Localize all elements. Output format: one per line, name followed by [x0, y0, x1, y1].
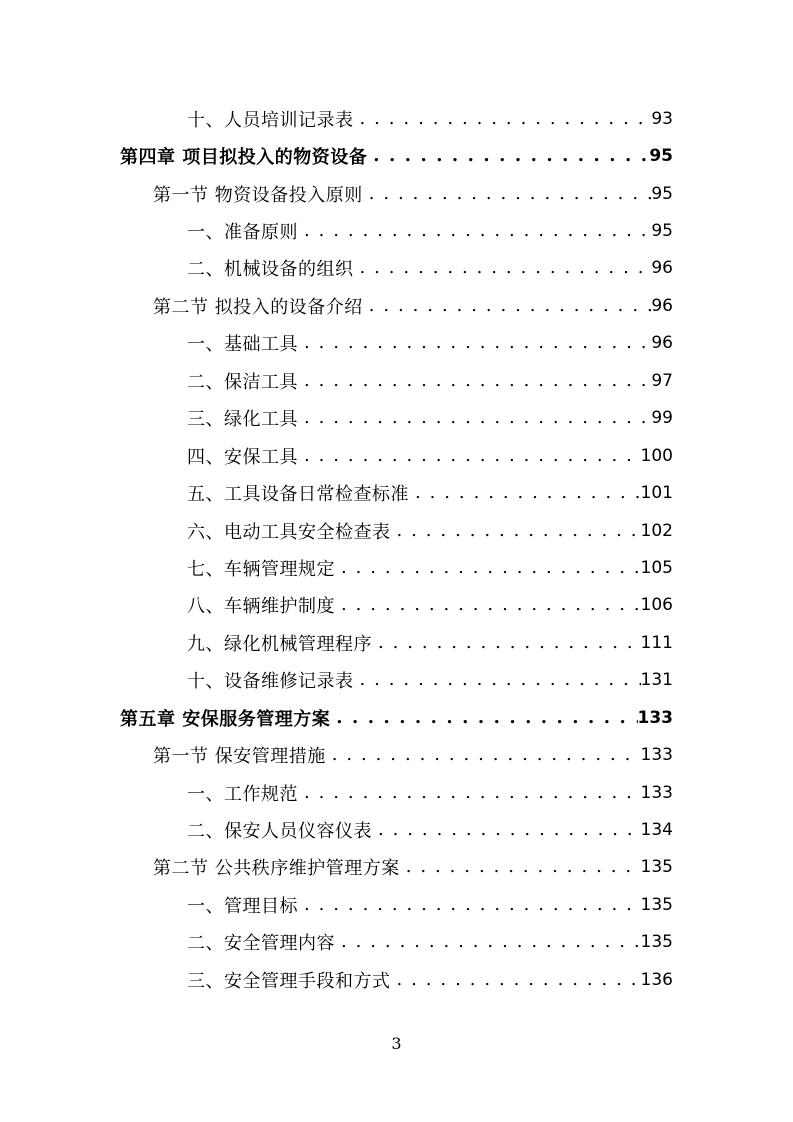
- toc-leader-dots: [330, 709, 637, 727]
- toc-entry-label: 六、电动工具安全检查表: [187, 521, 391, 543]
- toc-entry[interactable]: [187, 325, 673, 362]
- toc-entry[interactable]: [187, 400, 673, 437]
- toc-leader-dots: [298, 334, 651, 352]
- toc-entry-page: 135: [640, 894, 673, 915]
- toc-entry-label: 一、管理目标: [187, 895, 298, 917]
- toc-entry-page: 131: [640, 670, 673, 691]
- toc-leader-dots: [298, 222, 651, 240]
- toc-section-entry[interactable]: [153, 287, 673, 324]
- toc-entry-page: 96: [651, 333, 673, 354]
- toc-leader-dots: [326, 746, 641, 764]
- toc-entry[interactable]: [187, 961, 673, 998]
- toc-entry[interactable]: [187, 474, 673, 511]
- toc-section-entry[interactable]: [153, 175, 673, 212]
- toc-entry-page: 97: [651, 370, 673, 391]
- toc-leader-dots: [298, 447, 641, 465]
- toc-entry-page: 106: [640, 595, 673, 616]
- toc-entry-page: 95: [651, 183, 673, 204]
- toc-entry-page: 95: [649, 146, 673, 167]
- toc-entry[interactable]: [187, 250, 673, 287]
- toc-entry-label: 二、保安人员仪容仪表: [187, 821, 372, 843]
- toc-entry-label: 第一节 物资设备投入原则: [153, 184, 363, 206]
- toc-entry-label: 三、绿化工具: [187, 409, 298, 431]
- toc-section-entry[interactable]: [153, 736, 673, 773]
- toc-entry[interactable]: [187, 924, 673, 961]
- toc-entry[interactable]: [187, 774, 673, 811]
- toc-entry[interactable]: [187, 624, 673, 661]
- toc-entry[interactable]: [187, 362, 673, 399]
- toc-entry-page: 100: [640, 445, 673, 466]
- toc-leader-dots: [298, 372, 651, 390]
- toc-entry[interactable]: [187, 549, 673, 586]
- toc-entry-label: 一、基础工具: [187, 334, 298, 356]
- toc-chapter-entry[interactable]: [120, 137, 673, 174]
- toc-entry-page: 134: [640, 820, 673, 841]
- toc-entry-page: 133: [640, 782, 673, 803]
- toc-entry-label: 八、车辆维护制度: [187, 596, 335, 618]
- toc-entry[interactable]: [187, 212, 673, 249]
- toc-entry[interactable]: [187, 512, 673, 549]
- toc-leader-dots: [391, 522, 641, 540]
- toc-leader-dots: [354, 259, 652, 277]
- toc-entry-page: 135: [640, 932, 673, 953]
- toc-entry-page: 136: [640, 969, 673, 990]
- toc-entry-page: 96: [651, 258, 673, 279]
- toc-entry-label: 十、设备维修记录表: [187, 671, 354, 693]
- toc-chapter-entry[interactable]: [120, 699, 673, 736]
- page-number: 3: [391, 1034, 402, 1053]
- toc-leader-dots: [391, 971, 641, 989]
- toc-entry-page: 93: [651, 108, 673, 129]
- toc-entry-label: 一、工作规范: [187, 783, 298, 805]
- toc-entry-label: 五、工具设备日常检查标准: [187, 484, 409, 506]
- toc-entry-label: 九、绿化机械管理程序: [187, 633, 372, 655]
- toc-leader-dots: [372, 634, 641, 652]
- toc-leader-dots: [298, 409, 651, 427]
- toc-entry-page: 133: [640, 745, 673, 766]
- toc-entry[interactable]: [187, 811, 673, 848]
- toc-entry-label: 四、安保工具: [187, 446, 298, 468]
- toc-entry[interactable]: [187, 886, 673, 923]
- toc-entry-label: 一、准备原则: [187, 222, 298, 244]
- toc-entry-page: 102: [640, 520, 673, 541]
- toc-entry-label: 二、机械设备的组织: [187, 259, 354, 281]
- toc-leader-dots: [372, 821, 641, 839]
- toc-entry[interactable]: [187, 587, 673, 624]
- toc-leader-dots: [335, 596, 641, 614]
- toc-entry-page: 99: [651, 408, 673, 429]
- toc-leader-dots: [363, 185, 652, 203]
- toc-entry[interactable]: [187, 437, 673, 474]
- toc-section-entry[interactable]: [153, 849, 673, 886]
- toc-entry-label: 二、保洁工具: [187, 371, 298, 393]
- toc-entry-label: 第一节 保安管理措施: [153, 746, 326, 768]
- toc-entry-label: 三、安全管理手段和方式: [187, 970, 391, 992]
- toc-leader-dots: [335, 933, 641, 951]
- toc-leader-dots: [354, 110, 652, 128]
- toc-leader-dots: [409, 484, 641, 502]
- toc-entry-label: 第五章 安保服务管理方案: [120, 708, 331, 730]
- toc-entry[interactable]: [187, 662, 673, 699]
- toc-leader-dots: [363, 297, 652, 315]
- toc-leader-dots: [367, 147, 649, 165]
- toc-entry-page: 135: [640, 857, 673, 878]
- toc-entry[interactable]: [187, 100, 673, 137]
- toc-entry-label: 七、车辆管理规定: [187, 558, 335, 580]
- table-of-contents: [0, 100, 793, 999]
- toc-entry-page: 95: [651, 221, 673, 242]
- toc-leader-dots: [335, 559, 641, 577]
- toc-entry-page: 133: [637, 707, 673, 728]
- toc-leader-dots: [298, 784, 641, 802]
- toc-entry-label: 二、安全管理内容: [187, 933, 335, 955]
- toc-entry-label: 十、人员培训记录表: [187, 109, 354, 131]
- toc-leader-dots: [354, 671, 641, 689]
- toc-leader-dots: [298, 896, 641, 914]
- toc-entry-page: 105: [640, 557, 673, 578]
- toc-entry-page: 111: [640, 632, 673, 653]
- toc-entry-label: 第二节 拟投入的设备介绍: [153, 296, 363, 318]
- toc-entry-page: 96: [651, 295, 673, 316]
- toc-entry-page: 101: [640, 483, 673, 504]
- toc-entry-label: 第二节 公共秩序维护管理方案: [153, 858, 400, 880]
- toc-entry-label: 第四章 项目拟投入的物资设备: [120, 147, 368, 169]
- toc-leader-dots: [400, 858, 641, 876]
